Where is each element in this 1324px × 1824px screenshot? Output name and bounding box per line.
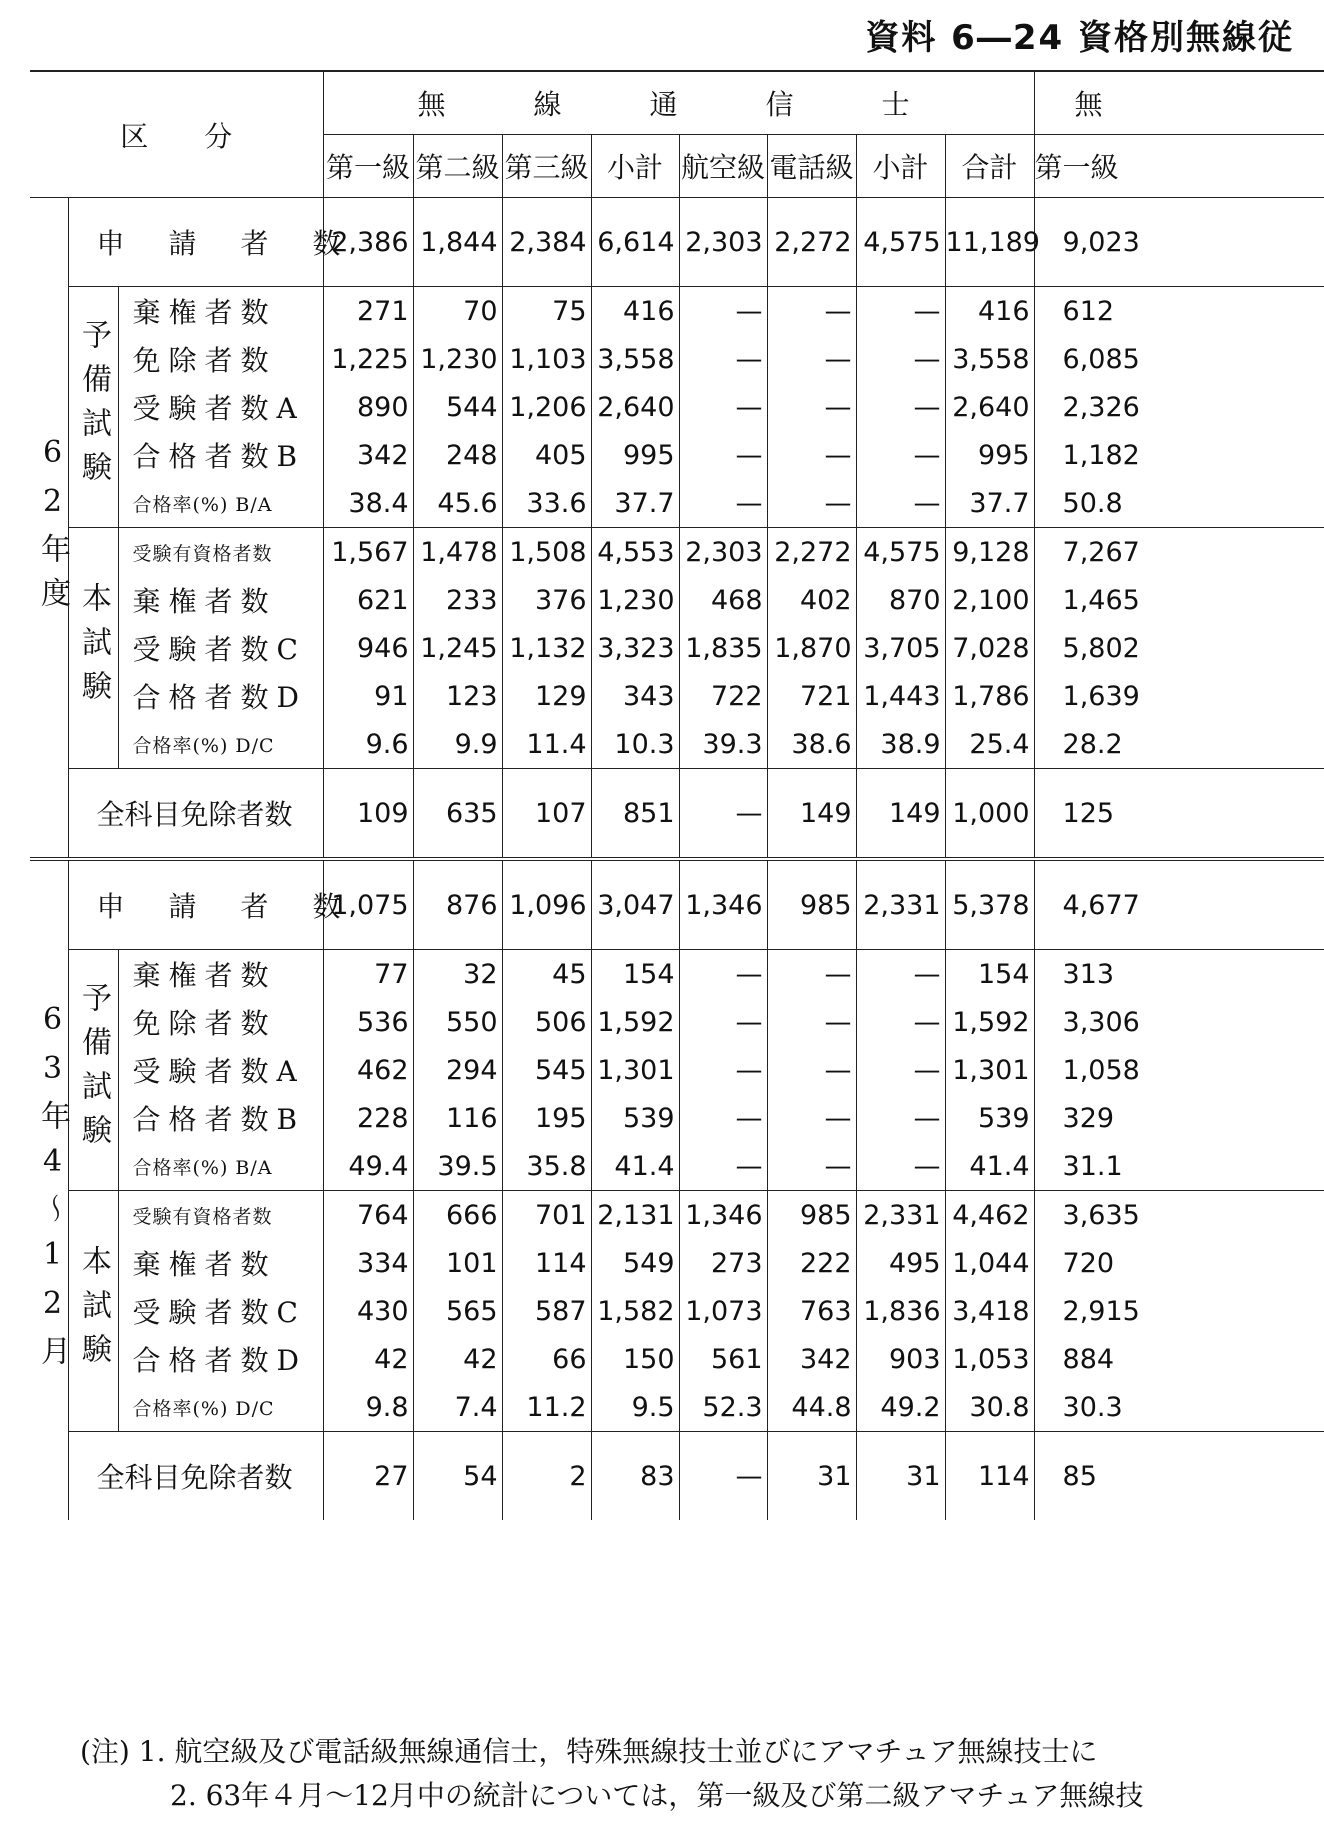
table-cell: 77 bbox=[323, 950, 413, 999]
table-cell: 2,272 bbox=[767, 198, 856, 287]
table-cell: 66 bbox=[502, 1335, 591, 1383]
row-label: 合格率(%) B/A bbox=[118, 1142, 323, 1191]
table-cell: 9,128 bbox=[945, 528, 1034, 577]
table-cell: 1,508 bbox=[502, 528, 591, 577]
table-cell: 1,096 bbox=[502, 859, 591, 950]
right-group-header: 無 bbox=[1034, 71, 1324, 135]
col-header: 第二級 bbox=[413, 135, 502, 198]
table-cell: 273 bbox=[679, 1239, 767, 1287]
table-cell: 1,443 bbox=[856, 672, 945, 720]
page-title: 資料 6―24 資格別無線従 bbox=[865, 18, 1294, 58]
table-cell: 116 bbox=[413, 1094, 502, 1142]
table-cell: 75 bbox=[502, 287, 591, 336]
table-cell: — bbox=[679, 1432, 767, 1521]
table-cell: 31 bbox=[856, 1432, 945, 1521]
table-cell: 33.6 bbox=[502, 479, 591, 528]
table-cell: 35.8 bbox=[502, 1142, 591, 1191]
exam-group-label: 本試験 bbox=[76, 1245, 111, 1377]
table-cell: 329 bbox=[1062, 1102, 1115, 1134]
row-label: 棄権者数 bbox=[118, 950, 323, 999]
table-cell: — bbox=[767, 950, 856, 999]
table-cell: 3,306 bbox=[1062, 1006, 1140, 1038]
table-cell: 2,915 bbox=[1062, 1295, 1140, 1327]
table-cell: 1,058 bbox=[1062, 1054, 1140, 1086]
table-cell: 1,073 bbox=[679, 1287, 767, 1335]
table-cell: 2,326 bbox=[1062, 391, 1140, 423]
table-cell: 294 bbox=[413, 1046, 502, 1094]
table-cell: 1,225 bbox=[323, 335, 413, 383]
table-cell: 3,323 bbox=[591, 624, 679, 672]
col-header: 第一級 bbox=[323, 135, 413, 198]
table-cell: 1,465 bbox=[1062, 584, 1140, 616]
row-label: 申 請 者 数 bbox=[68, 198, 323, 287]
row-label: 合格者数B bbox=[118, 1094, 323, 1142]
row-label: 棄権者数 bbox=[118, 287, 323, 336]
table-cell: 1,844 bbox=[413, 198, 502, 287]
table-cell: 495 bbox=[856, 1239, 945, 1287]
table-cell: 2,331 bbox=[856, 859, 945, 950]
table-cell: 3,047 bbox=[591, 859, 679, 950]
table-cell: 876 bbox=[413, 859, 502, 950]
table-cell: 5,802 bbox=[1062, 632, 1140, 664]
table-cell: 587 bbox=[502, 1287, 591, 1335]
table-cell: 3,558 bbox=[591, 335, 679, 383]
table-cell: 39.3 bbox=[679, 720, 767, 769]
row-label: 全科目免除者数 bbox=[68, 1432, 323, 1521]
row-label: 合格率(%) D/C bbox=[118, 1383, 323, 1432]
table-cell: 1,206 bbox=[502, 383, 591, 431]
period-label: 62年度 bbox=[35, 434, 70, 621]
row-label: 受験者数A bbox=[118, 1046, 323, 1094]
table-cell: — bbox=[767, 998, 856, 1046]
table-cell: 125 bbox=[1034, 769, 1324, 860]
exam-group-label: 本試験 bbox=[76, 582, 111, 714]
group-header: 無 線 通 信 士 bbox=[323, 71, 1034, 135]
table-cell: 851 bbox=[591, 769, 679, 860]
table-cell: 54 bbox=[413, 1432, 502, 1521]
table-cell: 539 bbox=[945, 1094, 1034, 1142]
row-label: 合格者数D bbox=[118, 1335, 323, 1383]
table-cell: 30.3 bbox=[1062, 1391, 1123, 1423]
table-cell: — bbox=[767, 335, 856, 383]
table-cell: 720 bbox=[1062, 1247, 1115, 1279]
table-cell: 149 bbox=[767, 769, 856, 860]
table-cell: 2,640 bbox=[591, 383, 679, 431]
table-cell: 30.8 bbox=[945, 1383, 1034, 1432]
table-cell: — bbox=[679, 431, 767, 479]
table-cell: 946 bbox=[323, 624, 413, 672]
table-cell: 85 bbox=[1034, 1432, 1324, 1521]
table-cell: — bbox=[679, 335, 767, 383]
table-cell: 42 bbox=[323, 1335, 413, 1383]
table-cell: 1,230 bbox=[413, 335, 502, 383]
table-cell: 1,103 bbox=[502, 335, 591, 383]
row-label: 免除者数 bbox=[118, 998, 323, 1046]
table-cell: 1,053 bbox=[945, 1335, 1034, 1383]
table-cell: 10.3 bbox=[591, 720, 679, 769]
table-cell: 6,614 bbox=[591, 198, 679, 287]
table-cell: 621 bbox=[323, 576, 413, 624]
table-cell: 3,705 bbox=[856, 624, 945, 672]
table-cell: 11,189 bbox=[945, 198, 1034, 287]
row-label: 全科目免除者数 bbox=[68, 769, 323, 860]
footnotes bbox=[80, 1730, 1143, 1818]
table-cell: 233 bbox=[413, 576, 502, 624]
row-label: 受験有資格者数 bbox=[118, 1191, 323, 1240]
table-cell: 3,418 bbox=[945, 1287, 1034, 1335]
table-cell: 2 bbox=[502, 1432, 591, 1521]
category-header: 区 分 bbox=[30, 71, 323, 198]
table-cell: 50.8 bbox=[1062, 487, 1123, 519]
table-cell: 550 bbox=[413, 998, 502, 1046]
table-cell: 2,100 bbox=[945, 576, 1034, 624]
table-cell: 1,592 bbox=[945, 998, 1034, 1046]
table-cell: 101 bbox=[413, 1239, 502, 1287]
table-cell: 83 bbox=[591, 1432, 679, 1521]
table-cell: 539 bbox=[591, 1094, 679, 1142]
table-cell: 195 bbox=[502, 1094, 591, 1142]
table-cell: 228 bbox=[323, 1094, 413, 1142]
table-cell: 109 bbox=[323, 769, 413, 860]
table-cell: — bbox=[856, 335, 945, 383]
table-cell: 2,640 bbox=[945, 383, 1034, 431]
table-cell: — bbox=[679, 383, 767, 431]
table-cell: 129 bbox=[502, 672, 591, 720]
table-cell: 271 bbox=[323, 287, 413, 336]
table-cell: — bbox=[679, 479, 767, 528]
table-cell: 2,272 bbox=[767, 528, 856, 577]
table-cell: — bbox=[856, 479, 945, 528]
table-cell: 49.4 bbox=[323, 1142, 413, 1191]
table-cell: 6,085 bbox=[1062, 343, 1140, 375]
table-cell: 7,267 bbox=[1034, 528, 1324, 577]
table-cell: 1,835 bbox=[679, 624, 767, 672]
table-cell: — bbox=[767, 1094, 856, 1142]
table-cell: 1,786 bbox=[945, 672, 1034, 720]
table-cell: 9,023 bbox=[1034, 198, 1324, 287]
table-cell: 70 bbox=[413, 287, 502, 336]
table-cell: 544 bbox=[413, 383, 502, 431]
table-cell: 1,870 bbox=[767, 624, 856, 672]
table-cell: 248 bbox=[413, 431, 502, 479]
table-cell: 1,582 bbox=[591, 1287, 679, 1335]
row-label: 合格率(%) D/C bbox=[118, 720, 323, 769]
table-cell: 1,245 bbox=[413, 624, 502, 672]
table-cell: 506 bbox=[502, 998, 591, 1046]
row-label: 受験者数A bbox=[118, 383, 323, 431]
table-cell: 612 bbox=[1034, 287, 1324, 336]
col-header: 小計 bbox=[591, 135, 679, 198]
table-cell: 37.7 bbox=[945, 479, 1034, 528]
table-cell: 1,000 bbox=[945, 769, 1034, 860]
table-cell: 722 bbox=[679, 672, 767, 720]
row-label: 合格者数D bbox=[118, 672, 323, 720]
col-header: 合計 bbox=[945, 135, 1034, 198]
table-cell: 45.6 bbox=[413, 479, 502, 528]
row-label: 棄権者数 bbox=[118, 576, 323, 624]
table-cell: 402 bbox=[767, 576, 856, 624]
table-cell: 31 bbox=[767, 1432, 856, 1521]
table-cell: 468 bbox=[679, 576, 767, 624]
table-cell: 1,075 bbox=[323, 859, 413, 950]
table-cell: 222 bbox=[767, 1239, 856, 1287]
table-cell: 342 bbox=[767, 1335, 856, 1383]
table-cell: 1,592 bbox=[591, 998, 679, 1046]
table-cell: 114 bbox=[945, 1432, 1034, 1521]
table-cell: 154 bbox=[945, 950, 1034, 999]
table-cell: 9.5 bbox=[591, 1383, 679, 1432]
row-label: 棄権者数 bbox=[118, 1239, 323, 1287]
exam-group-label: 予備試験 bbox=[76, 982, 111, 1158]
table-cell: 343 bbox=[591, 672, 679, 720]
table-cell: 565 bbox=[413, 1287, 502, 1335]
col-header: 航空級 bbox=[679, 135, 767, 198]
table-cell: 764 bbox=[323, 1191, 413, 1240]
table-cell: — bbox=[856, 998, 945, 1046]
table-cell: 2,331 bbox=[856, 1191, 945, 1240]
table-cell: — bbox=[679, 769, 767, 860]
table-cell: 4,677 bbox=[1034, 859, 1324, 950]
table-cell: 1,346 bbox=[679, 1191, 767, 1240]
table-cell: 114 bbox=[502, 1239, 591, 1287]
table-cell: — bbox=[679, 287, 767, 336]
table-cell: 1,639 bbox=[1062, 680, 1140, 712]
table-cell: 1,182 bbox=[1062, 439, 1140, 471]
row-label: 申 請 者 数 bbox=[68, 859, 323, 950]
table-cell: 7.4 bbox=[413, 1383, 502, 1432]
table-cell: 11.2 bbox=[502, 1383, 591, 1432]
table-cell: — bbox=[856, 287, 945, 336]
table-cell: 3,635 bbox=[1034, 1191, 1324, 1240]
table-cell: 721 bbox=[767, 672, 856, 720]
table-cell: 41.4 bbox=[591, 1142, 679, 1191]
table-cell: 376 bbox=[502, 576, 591, 624]
table-cell: 890 bbox=[323, 383, 413, 431]
row-label: 受験有資格者数 bbox=[118, 528, 323, 577]
table-cell: 635 bbox=[413, 769, 502, 860]
table-cell: — bbox=[856, 950, 945, 999]
table-cell: 4,462 bbox=[945, 1191, 1034, 1240]
table-cell: 1,346 bbox=[679, 859, 767, 950]
table-cell: 25.4 bbox=[945, 720, 1034, 769]
table-cell: 545 bbox=[502, 1046, 591, 1094]
row-label: 合格率(%) B/A bbox=[118, 479, 323, 528]
table-cell: — bbox=[856, 1142, 945, 1191]
table-cell: — bbox=[679, 1142, 767, 1191]
table-cell: 4,575 bbox=[856, 528, 945, 577]
table-cell: 763 bbox=[767, 1287, 856, 1335]
table-cell: 334 bbox=[323, 1239, 413, 1287]
table-cell: 2,303 bbox=[679, 198, 767, 287]
table-cell: 150 bbox=[591, 1335, 679, 1383]
table-cell: 2,131 bbox=[591, 1191, 679, 1240]
row-label: 受験者数C bbox=[118, 1287, 323, 1335]
table-cell: 3,558 bbox=[945, 335, 1034, 383]
table-cell: 39.5 bbox=[413, 1142, 502, 1191]
table-cell: 27 bbox=[323, 1432, 413, 1521]
table-cell: 416 bbox=[945, 287, 1034, 336]
col-header: 第一級 bbox=[1034, 135, 1324, 198]
row-label: 合格者数B bbox=[118, 431, 323, 479]
table-cell: — bbox=[767, 1046, 856, 1094]
table-cell: 4,553 bbox=[591, 528, 679, 577]
table-cell: 32 bbox=[413, 950, 502, 999]
table-cell: 701 bbox=[502, 1191, 591, 1240]
table-cell: 11.4 bbox=[502, 720, 591, 769]
table-cell: 45 bbox=[502, 950, 591, 999]
table-cell: — bbox=[679, 1094, 767, 1142]
table-cell: 38.9 bbox=[856, 720, 945, 769]
table-cell: 52.3 bbox=[679, 1383, 767, 1432]
table-cell: 49.2 bbox=[856, 1383, 945, 1432]
table-cell: 903 bbox=[856, 1335, 945, 1383]
table-cell: 1,301 bbox=[591, 1046, 679, 1094]
table-cell: 37.7 bbox=[591, 479, 679, 528]
table-cell: 42 bbox=[413, 1335, 502, 1383]
table-cell: 1,567 bbox=[323, 528, 413, 577]
table-cell: 7,028 bbox=[945, 624, 1034, 672]
table-cell: 1,230 bbox=[591, 576, 679, 624]
table-cell: 1,044 bbox=[945, 1239, 1034, 1287]
table-cell: 9.6 bbox=[323, 720, 413, 769]
table-cell: — bbox=[767, 431, 856, 479]
table-cell: 416 bbox=[591, 287, 679, 336]
col-header: 第三級 bbox=[502, 135, 591, 198]
table-cell: 884 bbox=[1062, 1343, 1115, 1375]
table-cell: 107 bbox=[502, 769, 591, 860]
col-header: 小計 bbox=[856, 135, 945, 198]
table-cell: — bbox=[679, 950, 767, 999]
table-cell: 430 bbox=[323, 1287, 413, 1335]
statistics-table bbox=[30, 70, 1324, 1520]
table-cell: 561 bbox=[679, 1335, 767, 1383]
table-cell: 4,575 bbox=[856, 198, 945, 287]
table-cell: — bbox=[856, 431, 945, 479]
table-cell: 2,384 bbox=[502, 198, 591, 287]
table-cell: 5,378 bbox=[945, 859, 1034, 950]
table-cell: — bbox=[767, 383, 856, 431]
table-cell: — bbox=[767, 287, 856, 336]
table-cell: 995 bbox=[591, 431, 679, 479]
table-cell: 313 bbox=[1034, 950, 1324, 999]
footnote-2: 2. 63年４月〜12月中の統計については，第一級及び第二級アマチュア無線技 bbox=[170, 1779, 1144, 1812]
table-cell: 2,303 bbox=[679, 528, 767, 577]
table-cell: 1,836 bbox=[856, 1287, 945, 1335]
table-cell: 405 bbox=[502, 431, 591, 479]
table-cell: 666 bbox=[413, 1191, 502, 1240]
table-cell: — bbox=[856, 1046, 945, 1094]
table-cell: — bbox=[856, 383, 945, 431]
table-cell: 995 bbox=[945, 431, 1034, 479]
table-cell: 342 bbox=[323, 431, 413, 479]
table-cell: — bbox=[856, 1094, 945, 1142]
table-cell: 985 bbox=[767, 1191, 856, 1240]
table-cell: — bbox=[767, 479, 856, 528]
table-cell: — bbox=[679, 998, 767, 1046]
col-header: 電話級 bbox=[767, 135, 856, 198]
period-label: 63年4〜12月 bbox=[35, 1002, 70, 1379]
table-cell: 149 bbox=[856, 769, 945, 860]
table-cell: 462 bbox=[323, 1046, 413, 1094]
table-cell: 1,301 bbox=[945, 1046, 1034, 1094]
table-cell: 870 bbox=[856, 576, 945, 624]
table-cell: — bbox=[679, 1046, 767, 1094]
row-label: 免除者数 bbox=[118, 335, 323, 383]
exam-group-label: 予備試験 bbox=[76, 319, 111, 495]
table-cell: 1,478 bbox=[413, 528, 502, 577]
table-cell: 91 bbox=[323, 672, 413, 720]
table-cell: 123 bbox=[413, 672, 502, 720]
table-cell: 985 bbox=[767, 859, 856, 950]
table-cell: 9.8 bbox=[323, 1383, 413, 1432]
table-cell: 28.2 bbox=[1062, 728, 1123, 760]
table-cell: 44.8 bbox=[767, 1383, 856, 1432]
table-cell: 9.9 bbox=[413, 720, 502, 769]
table-cell: 549 bbox=[591, 1239, 679, 1287]
row-label: 受験者数C bbox=[118, 624, 323, 672]
table-cell: — bbox=[767, 1142, 856, 1191]
footnote-1: (注) 1. 航空級及び電話級無線通信士，特殊無線技士並びにアマチュア無線技士に bbox=[80, 1735, 1098, 1768]
table-cell: 41.4 bbox=[945, 1142, 1034, 1191]
table-cell: 2,386 bbox=[323, 198, 413, 287]
table-cell: 38.4 bbox=[323, 479, 413, 528]
table-cell: 536 bbox=[323, 998, 413, 1046]
table-cell: 38.6 bbox=[767, 720, 856, 769]
table-cell: 1,132 bbox=[502, 624, 591, 672]
table-cell: 31.1 bbox=[1062, 1150, 1123, 1182]
table-cell: 154 bbox=[591, 950, 679, 999]
